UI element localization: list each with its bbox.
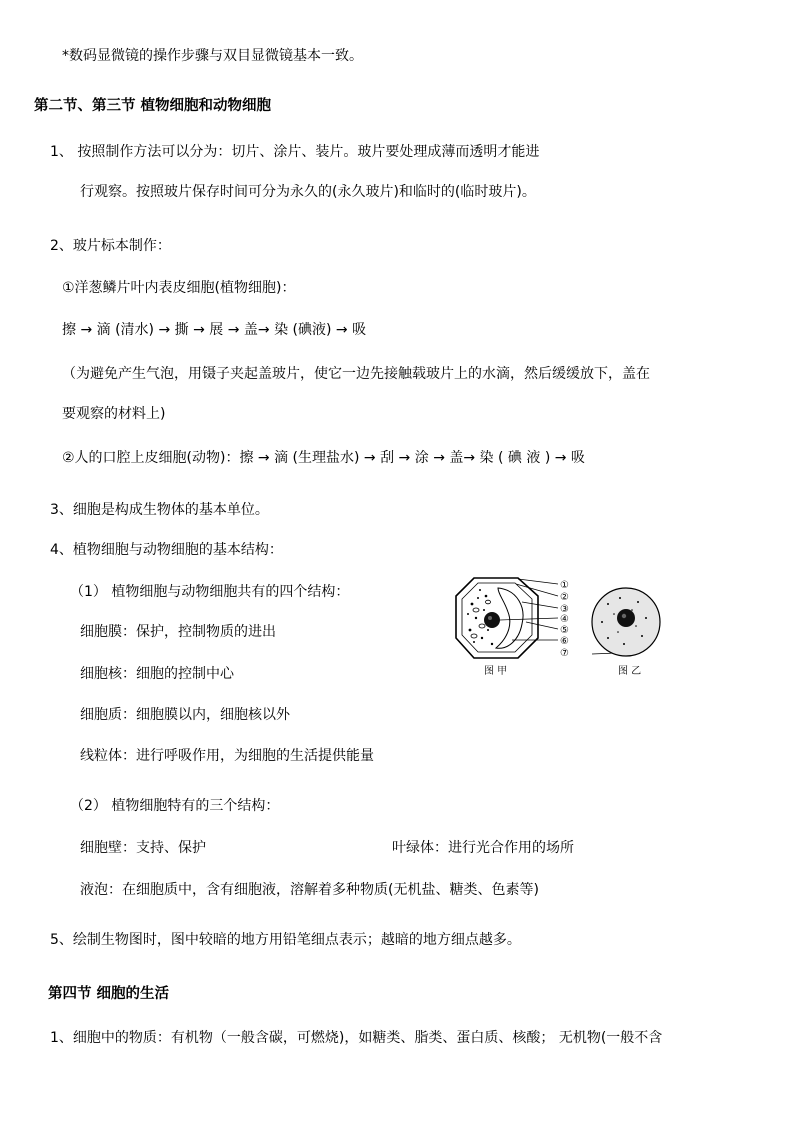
onion-cell-steps: 擦 → 滴 (清水) → 撕 → 展 → 盖→ 染 (碘液) → 吸 (62, 322, 367, 338)
item-3: 3、细胞是构成生物体的基本单位。 (50, 502, 269, 518)
section-heading-cell-life: 第四节 细胞的生活 (48, 986, 170, 1002)
cytoplasm: 细胞质：细胞膜以内，细胞核以外 (80, 707, 290, 723)
microscope-note: *数码显微镜的操作步骤与双目显微镜基本一致。 (62, 48, 363, 64)
section-heading-cells: 第二节、第三节 植物细胞和动物细胞 (34, 98, 272, 114)
vacuole: 液泡：在细胞质中，含有细胞液，溶解着多种物质(无机盐、糖类、色素等) (80, 882, 539, 898)
item-1-line-1: 1、 按照制作方法可以分为：切片、涂片、装片。玻片要处理成薄而透明才能进 (50, 144, 540, 160)
structure-number-labels (560, 580, 569, 659)
label-7: ⑦ (560, 648, 569, 659)
item-5: 5、绘制生物图时，图中较暗的地方用铅笔细点表示；越暗的地方细点越多。 (50, 932, 521, 948)
nucleus: 细胞核：细胞的控制中心 (80, 666, 234, 682)
onion-cell-title: ①洋葱鳞片叶内表皮细胞(植物细胞)： (62, 280, 296, 296)
cheek-cell-steps: ②人的口腔上皮细胞(动物)：擦 → 滴 (生理盐水) → 刮 → 涂 → 盖→ 染 ( 碘 液 ) → 吸 (62, 450, 585, 466)
item-1-line-2: 行观察。按照玻片保存时间可分为永久的(永久玻片)和临时的(临时玻片)。 (80, 184, 536, 200)
mitochondria: 线粒体：进行呼吸作用，为细胞的生活提供能量 (80, 748, 374, 764)
plant-only-structures-title: （2） 植物细胞特有的三个结构： (70, 798, 280, 814)
label-2: ② (560, 592, 569, 603)
label-1: ① (560, 580, 569, 591)
label-4: ④ (560, 614, 569, 625)
label-3: ③ (560, 604, 569, 615)
cell-wall: 细胞壁：支持、保护 (80, 840, 206, 856)
item-2-title: 2、玻片标本制作： (50, 238, 171, 254)
plant-cell-diagram (456, 578, 538, 658)
cell-diagram-figure (452, 574, 684, 678)
shared-structures-title: （1） 植物细胞与动物细胞共有的四个结构： (70, 584, 350, 600)
chloroplast: 叶绿体：进行光合作用的场所 (392, 840, 574, 856)
animal-cell-nucleus (617, 609, 635, 627)
cell-membrane: 细胞膜：保护，控制物质的进出 (80, 624, 276, 640)
plant-cell-nucleus (484, 612, 500, 628)
item-4-title: 4、植物细胞与动物细胞的基本结构： (50, 542, 283, 558)
label-5: ⑤ (560, 625, 569, 636)
onion-cell-note-line-1: （为避免产生气泡，用镊子夹起盖玻片，使它一边先接触载玻片上的水滴，然后缓缓放下，盖在 (62, 366, 650, 382)
caption-animal-cell: 图 乙 (618, 666, 642, 677)
cell-substances: 1、细胞中的物质：有机物（一般含碳，可燃烧)，如糖类、脂类、蛋白质、核酸； 无机物(一般不含 (50, 1030, 663, 1046)
label-6: ⑥ (560, 636, 569, 647)
animal-cell-diagram (592, 588, 660, 656)
caption-plant-cell: 图 甲 (484, 666, 508, 677)
onion-cell-note-line-2: 要观察的材料上) (62, 406, 166, 422)
